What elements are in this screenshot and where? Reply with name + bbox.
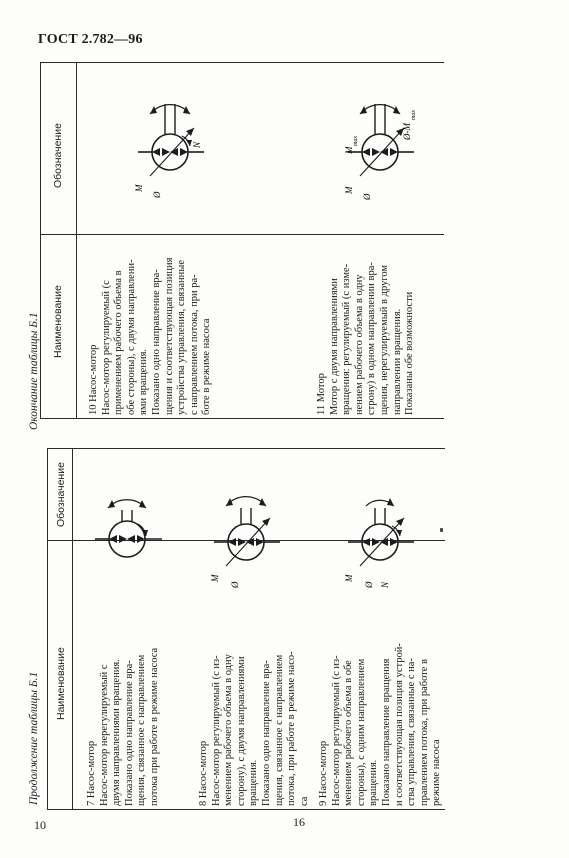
label-phi-11: Ø (362, 193, 372, 200)
stray-mark (440, 528, 443, 532)
label-m-10: M (134, 184, 144, 192)
right-table-border-top (40, 62, 444, 63)
label-phi-10: Ø (152, 191, 162, 198)
pump-motor-symbol-9 (330, 484, 430, 594)
left-row-7-text: 7 Насос-мотор Насос-мотор нерегулируемый с двумя направлениями вращения. Показано одно направление вра- щения, связанное с направлением потока при работе в режиме насоса (86, 647, 160, 806)
right-table-caption: Окончание таблицы Б.1 (28, 312, 40, 430)
label-n-9: N (380, 581, 390, 588)
left-col-name-heading: Наименование (55, 647, 67, 720)
label-phi-8: Ø (230, 581, 240, 588)
right-row-11-text: 11 Мотор Мотор с двумя направлениями вращения: регулируемый (с изме- нением рабочего объема в одну строну) в одном направлении вра- щения, нерегулируемый в другом направлении вращения. Показаны обе возможности (316, 262, 416, 415)
label-n-10: N (192, 141, 202, 148)
right-table-border-left (40, 62, 41, 418)
right-col-name-heading: Наименование (52, 285, 64, 358)
motor-symbol-11 (330, 90, 430, 210)
left-table-caption: Продолжение таблицы Б.1 (28, 671, 40, 805)
label-m-9: M (344, 574, 354, 582)
right-row-10-text: 10 Насос-мотор Насос-мотор регулируемый (с применением рабочего объема в обе стороны), с двумя направлени- ями вращения. Показано одно направление вра- щения и соответствующая позиция устройства управления, связанные с направлением потока, при ра- боте в режиме насоса (88, 257, 213, 415)
pump-motor-symbol-10 (120, 90, 220, 210)
page-number-center: 16 (293, 815, 305, 829)
left-row-9-text: 9 Насос-мотор Насос-мотор регулируемый (с из- менением рабочего объема в обе стороны), с одним направлением вращения. Показано направление вращения и соответствующая позиция устрой- ства управления, связанные с на- правлением потока, при работе в режиме насоса (318, 643, 443, 806)
left-table-header-divider (72, 448, 73, 810)
right-col-symbol-heading: Обозначение (52, 123, 64, 188)
left-col-symbol-heading: Обозначение (55, 462, 67, 527)
label-phi-m-max: Ø-M (402, 123, 412, 140)
pump-motor-symbol-8 (196, 484, 296, 594)
right-table-column-divider (40, 234, 444, 235)
document-header: ГОСТ 2.782—96 (38, 32, 143, 47)
left-table-border-left (47, 448, 48, 810)
left-table-border-top (47, 448, 445, 449)
right-table-header-divider (76, 62, 77, 418)
label-m-max-left: M (344, 146, 354, 154)
label-max-sub-left: max (353, 136, 359, 146)
pump-motor-symbol-7 (90, 480, 170, 570)
label-m-8: M (210, 574, 220, 582)
label-max-sub-right: max (411, 110, 417, 120)
left-row-8-text: 8 Насос-мотор Насос-мотор регулируемый (с из- менением рабочего объема в одну сторону), с двумя направлениями вращения. Показано одно направление вра- щения, связанное с направлением потока, при работе в режиме насо- са (198, 651, 310, 806)
left-table-border-bottom (47, 809, 445, 810)
page-number-left: 10 (34, 818, 46, 832)
label-phi-9: Ø (364, 581, 374, 588)
right-table-border-bottom (40, 418, 444, 419)
label-m-11: M (344, 186, 354, 194)
